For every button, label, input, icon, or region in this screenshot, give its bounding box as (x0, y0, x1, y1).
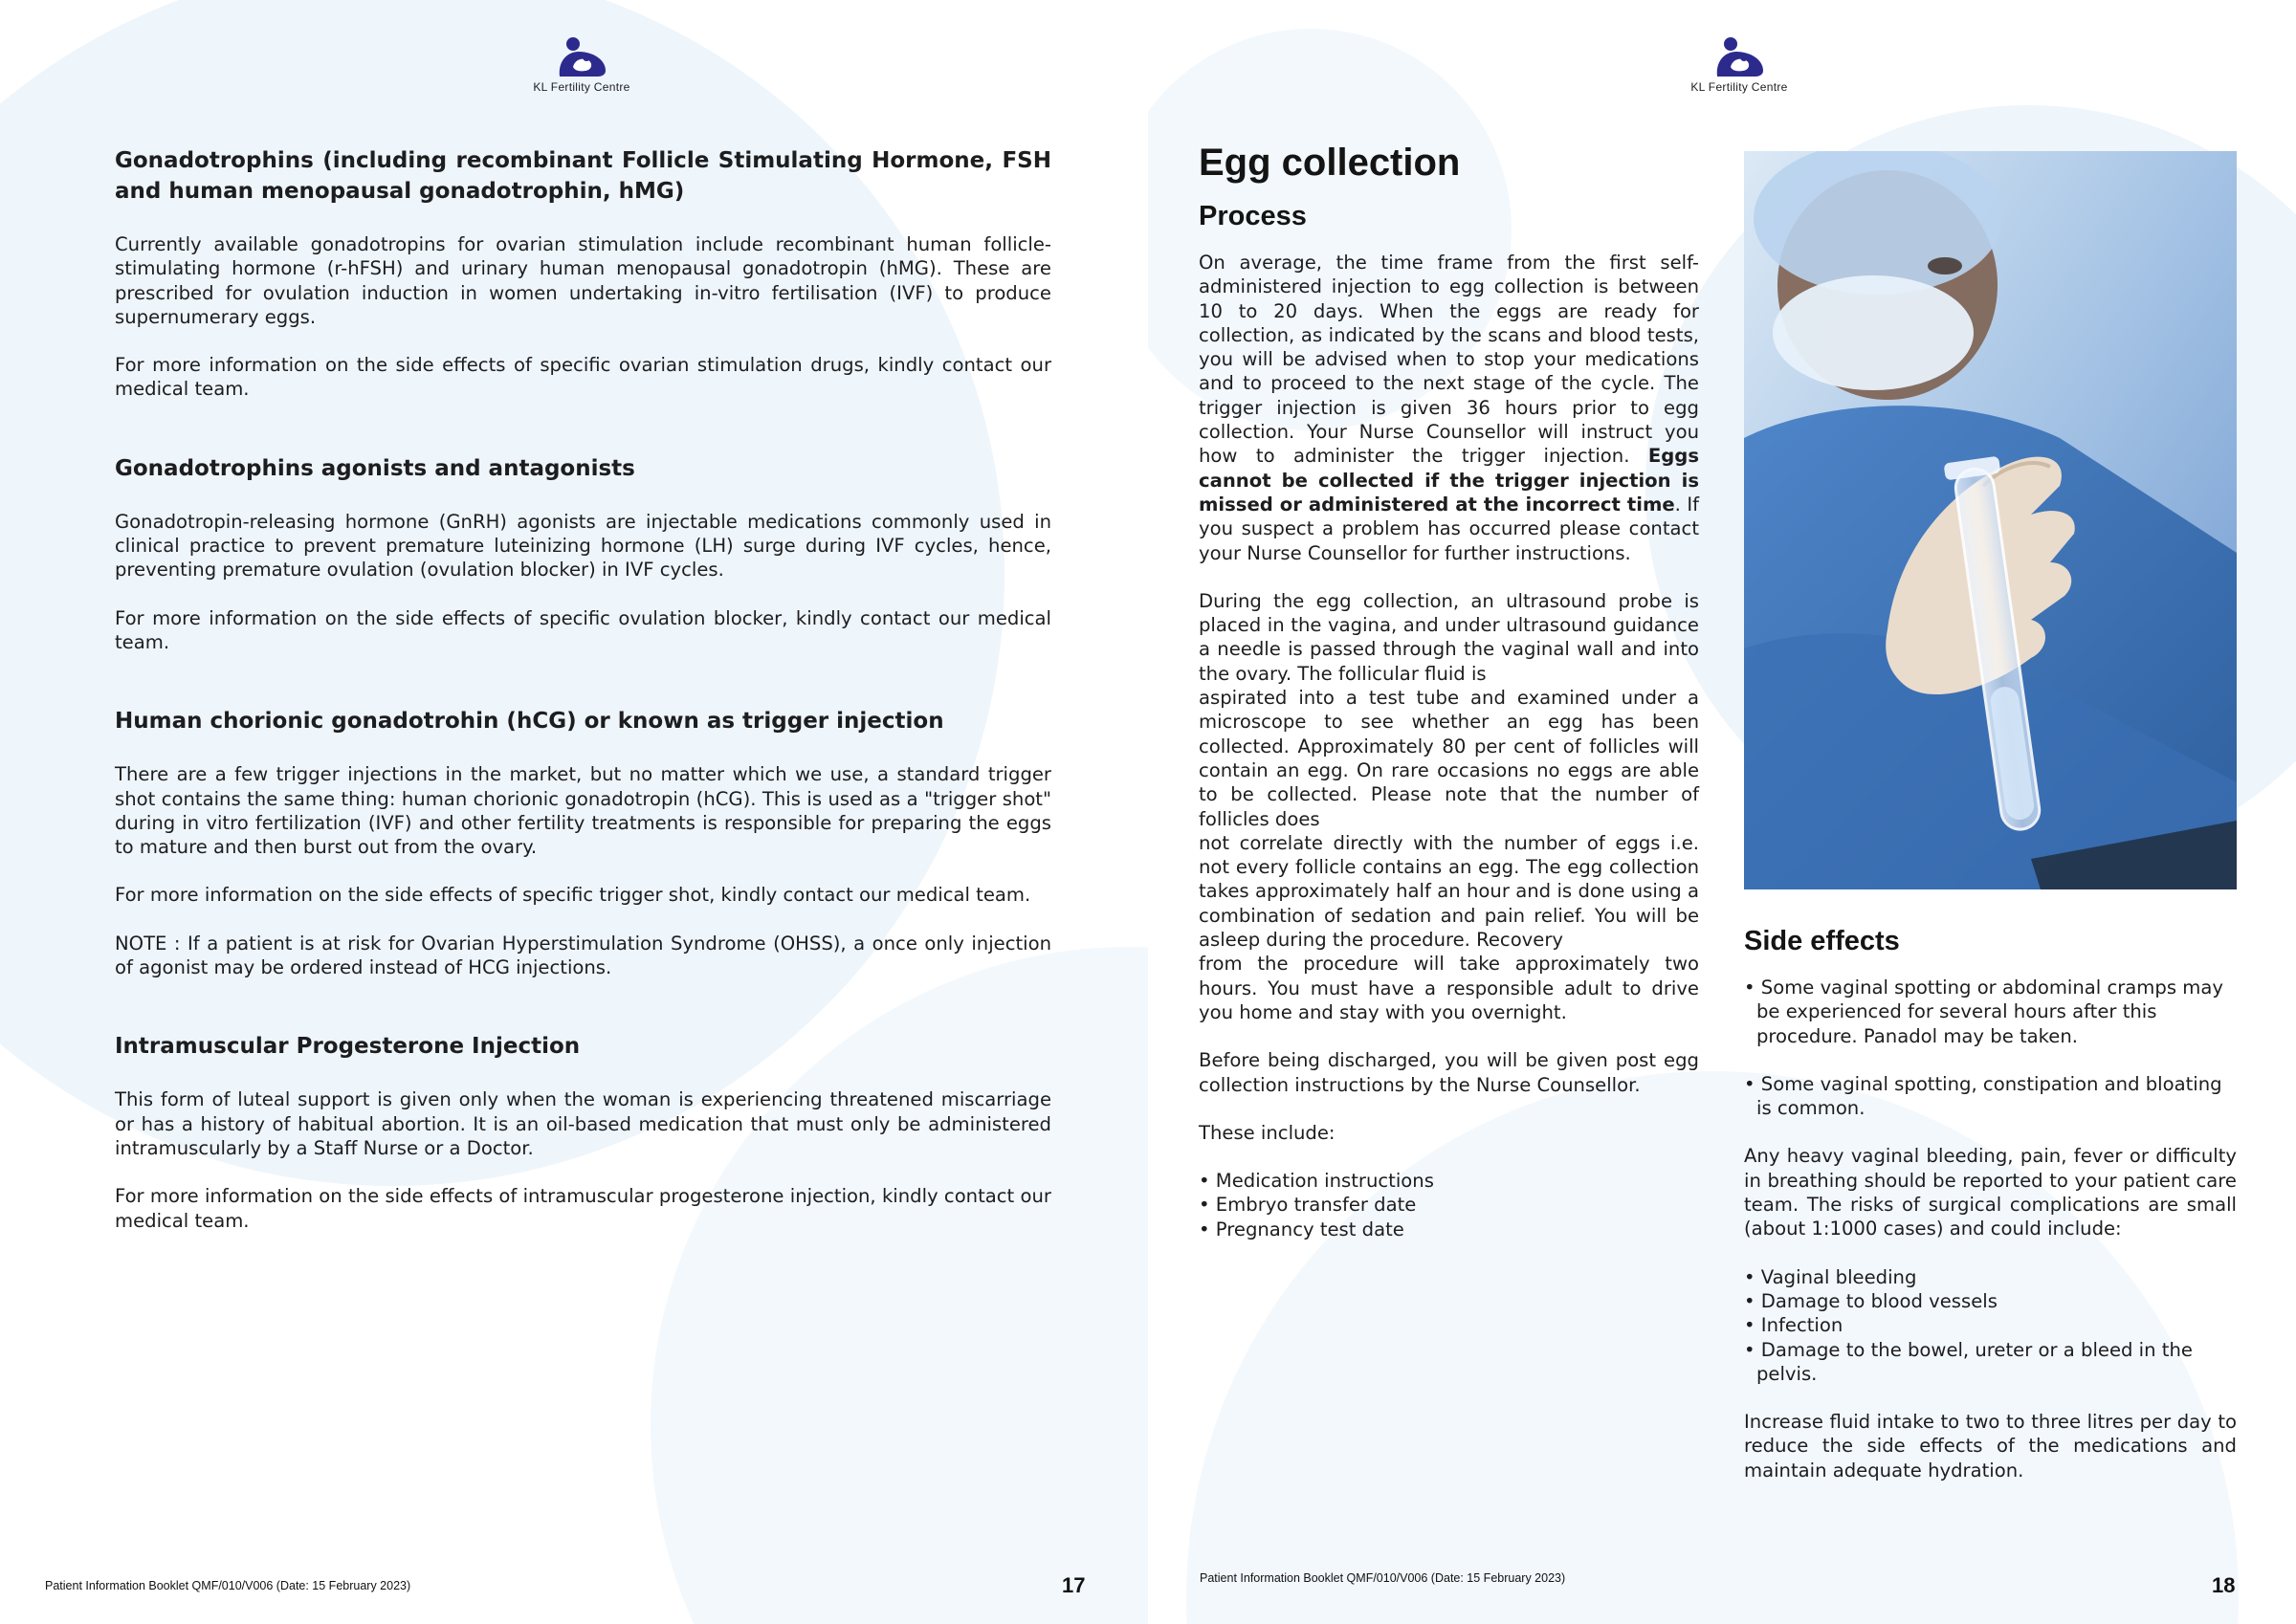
list-item: • Some vaginal spotting, constipation and bloating is common. (1744, 1072, 2237, 1121)
side-effects-heading: Side effects (1744, 926, 1900, 956)
page-number: 17 (1062, 1573, 1086, 1597)
paragraph-text: On average, the time frame from the first self-administered injection to egg collection is between 10 to 20 days. When the eggs are ready for collection, as indicated by the scans and blood tests, you will be advised when to stop your medications and to proceed to the next stage of the cycle. The trigger injection is given 36 hours prior to egg collection. Your Nurse Counsellor will instruct you how to administer the trigger injection. (1199, 252, 1699, 468)
paragraph: aspirated into a test tube and examined under a microscope to see whether an egg has been collected. Approximately 80 per cent of follicles will contain an egg. On rare occasions no eggs are able to be collected. Please note that the number of follicles does (1199, 687, 1699, 830)
lab-photo (1744, 151, 2237, 889)
side-effects-list (1744, 976, 2237, 1120)
list-item: • Vaginal bleeding (1744, 1265, 2237, 1289)
list-item: • Some vaginal spotting or abdominal cramps may be experienced for several hours after this procedure. Panadol may be taken. (1744, 976, 2237, 1048)
paragraph-text: . If you suspect a problem has occurred please contact your Nurse Counsellor for further instructions. (1199, 493, 1700, 564)
list-item: • Pregnancy test date (1199, 1218, 1699, 1241)
paragraph: Before being discharged, you will be given post egg collection instructions by the Nurse Counsellor. (1199, 1049, 1699, 1096)
paragraph: For more information on the side effects of specific ovulation blocker, kindly contact our medical team. (115, 606, 1051, 653)
footer-reference: Patient Information Booklet QMF/010/V006 (Date: 15 February 2023) (1200, 1571, 1566, 1585)
bold-warning: Eggs cannot be collected if the trigger injection is missed or administered at the incorrect time (1199, 445, 1699, 516)
footer-reference: Patient Information Booklet QMF/010/V006 (Date: 15 February 2023) (45, 1579, 411, 1592)
paragraph: Increase fluid intake to two to three litres per day to reduce the side effects of the medications and maintain adequate hydration. (1744, 1411, 2237, 1481)
paragraph: not correlate directly with the number of eggs i.e. not every follicle contains an egg. The egg collection takes approximately half an hour and is done using a combination of sedation and pain relief. You will be asleep during the procedure. Recovery (1199, 831, 1699, 952)
complications-list (1744, 1265, 2237, 1386)
paragraph: Gonadotropin-releasing hormone (GnRH) agonists are injectable medications commonly used in clinical practice to prevent premature luteinizing hormone (LH) surge during IVF cycles, hence, preventing premature ovulation (ovulation blocker) in IVF cycles. (115, 510, 1051, 582)
section-heading: Intramuscular Progesterone Injection (115, 1034, 581, 1060)
list-item: • Medication instructions (1199, 1169, 1699, 1193)
paragraph: Any heavy vaginal bleeding, pain, fever or difficulty in breathing should be reported to your patient care team. The risks of surgical complications are small (about 1:1000 cases) and could include: (1744, 1145, 2237, 1240)
process-column (1199, 140, 1699, 1241)
left-column (115, 145, 1051, 1233)
paragraph: For more information on the side effects of specific ovarian stimulation drugs, kindly contact our medical team. (115, 354, 1051, 401)
kl-fertility-logo (505, 34, 658, 94)
list-item: • Damage to blood vessels (1744, 1289, 2237, 1313)
list-item: • Damage to the bowel, ureter or a bleed in the pelvis. (1744, 1338, 2237, 1387)
page-title: Egg collection (1199, 142, 1461, 184)
kl-fertility-logo (1663, 34, 1816, 94)
list-item: • Embryo transfer date (1199, 1193, 1699, 1217)
side-effects-column (1744, 924, 2237, 1482)
paragraph: This form of luteal support is given only when the woman is experiencing threatened miscarriage or has a history of habitual abortion. It is an oil-based medication that must only be administered intramuscularly by a Staff Nurse or a Doctor. (115, 1088, 1051, 1159)
paragraph: These include: (1199, 1121, 1336, 1144)
note-paragraph: NOTE : If a patient is at risk for Ovarian Hyperstimulation Syndrome (OHSS), a once only injection of agonist may be ordered instead of HCG injections. (115, 932, 1051, 979)
paragraph (1199, 251, 1699, 565)
section-heading: Gonadotrophins (including recombinant Follicle Stimulating Hormone, FSH and human menopausal gonadotrophin, hMG) (115, 148, 1051, 204)
page-18 (1148, 0, 2296, 1624)
list-item: • Infection (1744, 1313, 2237, 1337)
instructions-list (1199, 1169, 1699, 1241)
paragraph: from the procedure will take approximately two hours. You must have a responsible adult to drive you home and stay with you overnight. (1199, 953, 1699, 1023)
page-number: 18 (2212, 1573, 2236, 1597)
section-heading: Human chorionic gonadotrohin (hCG) or known as trigger injection (115, 709, 944, 735)
logo-text: KL Fertility Centre (533, 80, 630, 94)
logo-mark-icon (1711, 34, 1767, 78)
logo-text: KL Fertility Centre (1690, 80, 1788, 94)
paragraph: There are a few trigger injections in the market, but no matter which we use, a standard trigger shot contains the same thing: human chorionic gonadotropin (hCG). This is used as a "trigger shot" during in vitro fertilization (IVF) and other fertility treatments is responsible for preparing the eggs to mature and then burst out from the ovary. (115, 763, 1051, 859)
paragraph: During the egg collection, an ultrasound probe is placed in the vagina, and under ultrasound guidance a needle is passed through the vaginal wall and into the ovary. The follicular fluid is (1199, 589, 1699, 685)
paragraph: Currently available gonadotropins for ovarian stimulation include recombinant human follicle-stimulating hormone (r-hFSH) and urinary human menopausal gonadotropin (hMG). These are prescribed for ovulation induction in women undertaking in-vitro fertilisation (IVF) to produce supernumerary eggs. (115, 233, 1051, 328)
section-heading: Gonadotrophins agonists and antagonists (115, 455, 635, 481)
paragraph: For more information on the side effects of intramuscular progesterone injection, kindly contact our medical team. (115, 1185, 1051, 1232)
paragraph: For more information on the side effects of specific trigger shot, kindly contact our medical team. (115, 884, 1031, 907)
process-heading: Process (1199, 201, 1307, 231)
logo-mark-icon (554, 34, 609, 78)
